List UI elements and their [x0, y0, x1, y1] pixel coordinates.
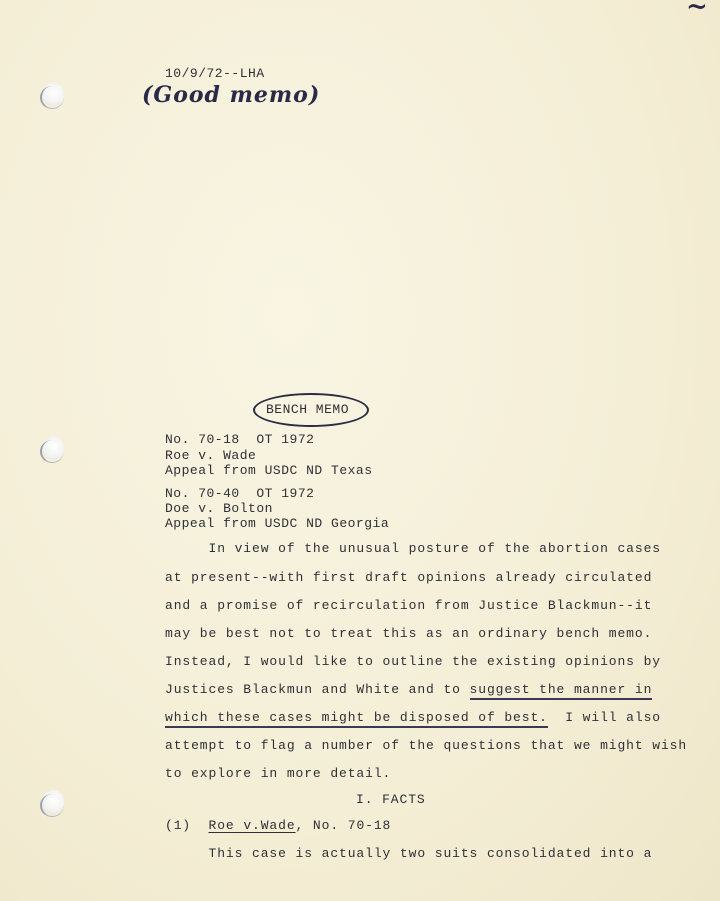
punch-hole-middle: [42, 436, 64, 460]
date-line: 10/9/72--LHA: [165, 66, 265, 81]
case1-number: No. 70-18 OT 1972: [165, 432, 315, 447]
case1-appeal: Appeal from USDC ND Texas: [165, 463, 373, 478]
intro-line: [165, 710, 661, 725]
intro-line: at present--with first draft opinions already circulated: [165, 570, 653, 585]
punch-hole-top: [42, 82, 64, 106]
intro-line: to explore in more detail.: [165, 766, 392, 781]
underlined-phrase: suggest the manner in: [470, 682, 653, 700]
item-marker: (1): [165, 818, 209, 833]
intro-line: [165, 682, 652, 697]
bench-memo-label: BENCH MEMO: [266, 402, 350, 417]
intro-text: Justices Blackmun and White and to: [165, 682, 470, 697]
case1-name: Roe v. Wade: [165, 448, 257, 463]
punch-hole-bottom: [42, 790, 64, 814]
intro-line: may be best not to treat this as an ordinary bench memo.: [165, 626, 653, 641]
corner-handwritten-mark: ~: [686, 0, 709, 22]
handwritten-note: (Good memo): [142, 82, 321, 108]
intro-line: In view of the unusual posture of the abortion cases: [165, 541, 661, 556]
intro-line: attempt to flag a number of the questions that we might wish: [165, 738, 688, 753]
case-name-underlined: Roe v.Wade: [208, 818, 296, 833]
underlined-phrase: which these cases might be disposed of best.: [165, 710, 548, 728]
intro-line: and a promise of recirculation from Justice Blackmun--it: [165, 598, 653, 613]
facts-body-line: This case is actually two suits consolidated into a: [165, 846, 653, 861]
intro-line: Instead, I would like to outline the existing opinions by: [165, 654, 661, 669]
case-number: , No. 70-18: [295, 818, 392, 833]
case2-appeal: Appeal from USDC ND Georgia: [165, 516, 390, 531]
facts-item: [165, 818, 391, 833]
case2-name: Doe v. Bolton: [165, 501, 273, 516]
facts-heading: I. FACTS: [356, 792, 426, 807]
case2-number: No. 70-40 OT 1972: [165, 486, 315, 501]
intro-text: I will also: [547, 710, 661, 725]
